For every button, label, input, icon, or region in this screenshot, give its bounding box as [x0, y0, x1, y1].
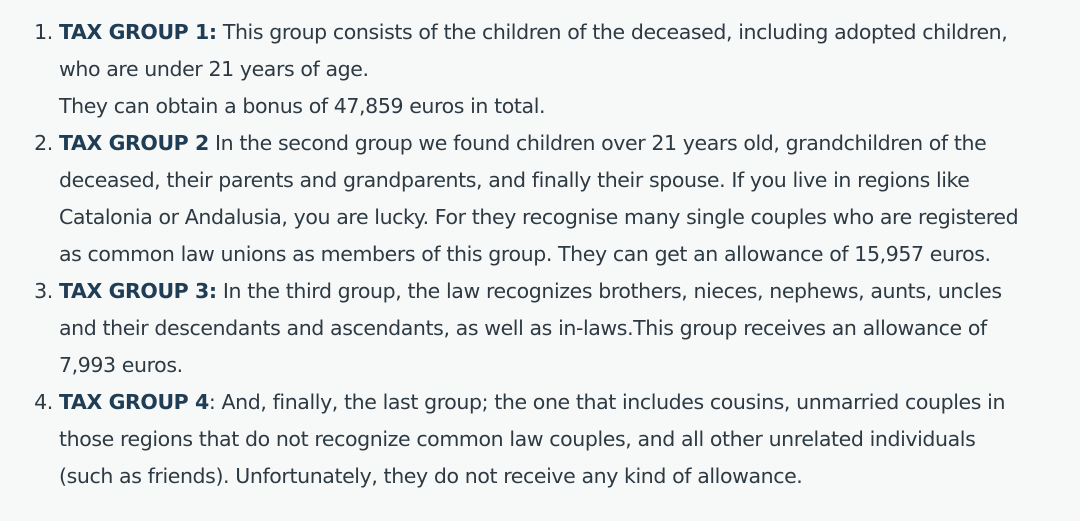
tax-group-4-text-line-2: those regions that do not recognize common law couples, and all other unrelated individuals [59, 427, 976, 451]
tax-group-2-label: TAX GROUP 2 [59, 131, 209, 155]
list-item-tax-group-3 [59, 273, 1080, 384]
tax-group-3-label: TAX GROUP 3: [59, 279, 217, 303]
tax-group-3-text-line-3: 7,993 euros. [59, 353, 183, 377]
tax-group-3-text-line-1: In the third group, the law recognizes brothers, nieces, nephews, aunts, uncles [216, 279, 1002, 303]
tax-group-4-text-line-1: : And, finally, the last group; the one that includes cousins, unmarried couples in [208, 390, 1006, 414]
tax-group-1-text-line-3: They can obtain a bonus of 47,859 euros in total. [59, 94, 546, 118]
tax-group-1-label: TAX GROUP 1: [59, 20, 217, 44]
tax-group-1-text-line-2: who are under 21 years of age. [59, 57, 369, 81]
tax-group-2-text-line-1: In the second group we found children over 21 years old, grandchildren of the [208, 131, 987, 155]
list-item-tax-group-1 [59, 14, 1080, 125]
tax-group-2-text-line-3: Catalonia or Andalusia, you are lucky. For they recognise many single couples who are registered [59, 205, 1019, 229]
tax-group-2-text-line-4: as common law unions as members of this group. They can get an allowance of 15,957 euros. [59, 242, 991, 266]
tax-group-1-text-line-1: This group consists of the children of the deceased, including adopted children, [216, 20, 1008, 44]
list-item-tax-group-2 [59, 125, 1080, 273]
tax-group-2-text-line-2: deceased, their parents and grandparents, and finally their spouse. If you live in regions like [59, 168, 970, 192]
tax-group-3-text-line-2: and their descendants and ascendants, as well as in-laws.This group receives an allowance of [59, 316, 987, 340]
document-body [0, 14, 1080, 495]
tax-group-4-text-line-3: (such as friends). Unfortunately, they do not receive any kind of allowance. [59, 464, 803, 488]
list-item-tax-group-4 [59, 384, 1080, 495]
tax-group-list [0, 14, 1080, 495]
tax-group-4-label: TAX GROUP 4 [59, 390, 209, 414]
